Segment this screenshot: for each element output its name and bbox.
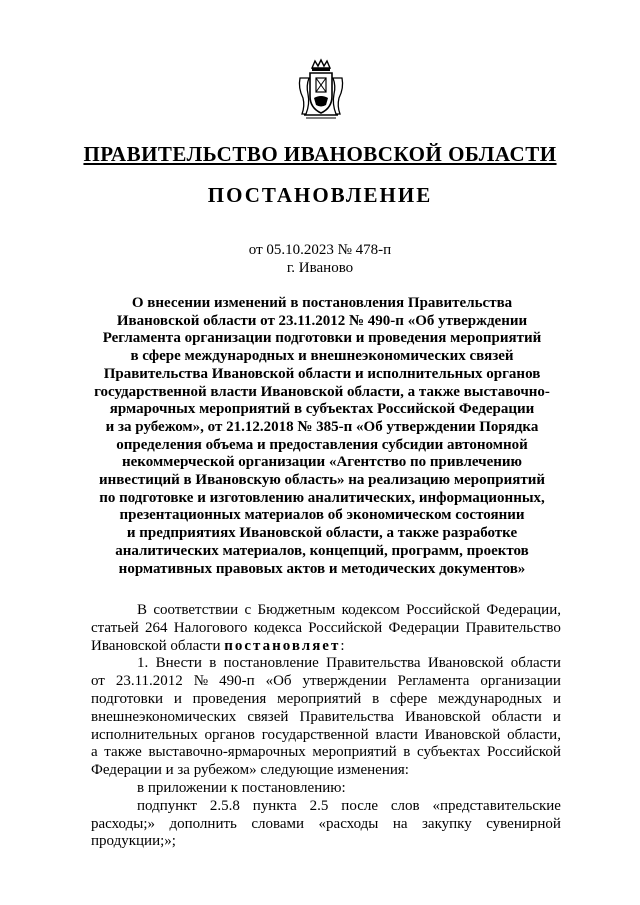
body-line: продукции;»; [91, 833, 176, 850]
document-body [91, 602, 561, 851]
title-line: Правительства Ивановской области и исполнительных органов [103, 365, 541, 382]
decision-word: постановляет [224, 637, 341, 654]
title-line: в сфере международных и внешнеэкономических связей [130, 348, 514, 365]
title-line: и за рубежом», от 21.12.2018 № 385-п «Об утверждении Порядка [105, 418, 539, 435]
body-line: 1. Внести в постановление Правительства Ивановской области [137, 655, 561, 672]
document-date-number: от 05.10.2023 № 478-п [248, 242, 392, 258]
title-line: ярмарочных мероприятий в субъектах Российской Федерации [109, 401, 535, 418]
body-line: расходы;» дополнить словами «расходы на закупку сувенирной [91, 815, 561, 832]
document-type: ПОСТАНОВЛЕНИЕ [207, 183, 433, 207]
title-line: некоммерческой организации «Агентство по привлечению [121, 454, 523, 471]
body-line-decision: Ивановской области постановляет: [91, 637, 345, 654]
body-line: статьей 264 Налогового кодекса Российской Федерации Правительство [91, 619, 561, 636]
body-line: подпункт 2.5.8 пункта 2.5 после слов «представительские [137, 797, 561, 814]
title-line: Регламента организации подготовки и проведения мероприятий [102, 330, 542, 347]
title-line: определения объема и предоставления субсидии автономной [116, 436, 528, 453]
title-line: нормативных правовых актов и методических документов» [118, 560, 526, 577]
title-line: презентационных материалов об экономическом состоянии [119, 507, 525, 524]
body-line: Федерации и за рубежом» следующие изменения: [91, 762, 409, 779]
body-line: подготовки и проведения мероприятий в сфере международных и [91, 690, 561, 707]
organization-name: ПРАВИТЕЛЬСТВО ИВАНОВСКОЙ ОБЛАСТИ [83, 142, 557, 166]
document-city: г. Иваново [286, 260, 354, 276]
title-line: инвестиций в Ивановскую область» на реализацию мероприятий [98, 472, 545, 489]
coat-of-arms-emblem [296, 58, 346, 120]
body-line: В соответствии с Бюджетным кодексом Российской Федерации, [137, 602, 561, 618]
body-line: от 23.11.2012 № 490-п «Об утверждении Регламента организации [91, 673, 561, 690]
body-line: исполнительных органов государственной власти Ивановской области, [91, 726, 561, 743]
body-line: внешнеэкономических связей Правительства Ивановской области и [91, 708, 561, 725]
document-title [80, 295, 564, 578]
title-line: Ивановской области от 23.11.2012 № 490-п «Об утверждении [116, 312, 528, 329]
title-line: и предприятиях Ивановской области, а также разработке [126, 525, 518, 542]
title-line: государственной власти Ивановской области, а также выставочно- [94, 383, 550, 400]
title-line: по подготовке и изготовлению аналитических, информационных, [99, 489, 545, 506]
title-line: аналитических материалов, концепций, программ, проектов [115, 542, 529, 559]
body-line: в приложении к постановлению: [137, 779, 346, 796]
title-line: О внесении изменений в постановления Правительства [131, 295, 513, 311]
body-line: а также выставочно-ярмарочных мероприятий в субъектах Российской [91, 744, 561, 761]
